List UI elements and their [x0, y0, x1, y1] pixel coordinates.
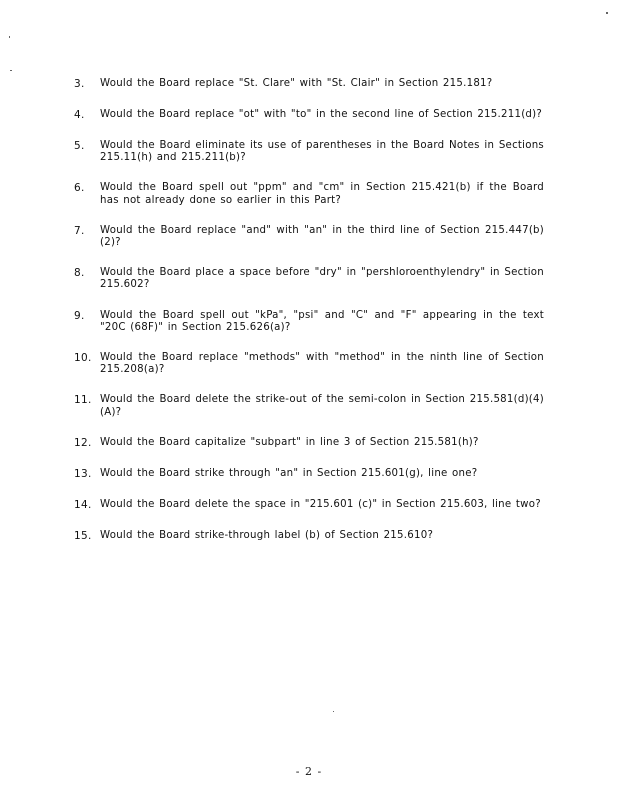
question-number: 3. [74, 78, 85, 90]
question-item [74, 109, 544, 122]
question-item [74, 140, 544, 164]
question-number: 13. [74, 467, 92, 480]
question-text: Would the Board replace "ot" with "to" in the second line of Section 215.211(d)? [100, 109, 543, 120]
question-item [74, 78, 544, 91]
question-text: Would the Board place a space before "dry" in "pershloroenthylendry" in Section 215.602? [100, 267, 544, 291]
question-number: 6. [74, 182, 85, 195]
question-text: Would the Board replace "and" with "an" in the third line of Section 215.447(b)(2)? [100, 224, 544, 249]
question-text: Would the Board strike through "an" in Section 215.601(g), line one? [100, 467, 478, 479]
question-number: 5. [74, 140, 85, 152]
question-text: Would the Board replace "St. Clare" with "St. Clair" in Section 215.181? [100, 78, 493, 89]
question-text: Would the Board delete the strike-out of the semi-colon in Section 215.581(d)(4)(A)? [100, 394, 544, 418]
question-number: 15. [74, 529, 92, 542]
question-number: 10. [74, 352, 92, 365]
question-item [74, 468, 544, 481]
question-list [74, 78, 544, 561]
page-number: - 2 - [295, 765, 323, 778]
question-text: Would the Board replace "methods" with "method" in the ninth line of Section 215.208(a)? [100, 352, 544, 376]
question-text: Would the Board delete the space in "215.601 (c)" in Section 215.603, line two? [100, 498, 541, 510]
question-item [74, 352, 544, 376]
question-item [74, 530, 544, 543]
question-item [74, 394, 544, 418]
question-item [74, 225, 544, 249]
question-text: Would the Board eliminate its use of parentheses in the Board Notes in Sections 215.11(h) and 215.211(b)? [100, 140, 544, 164]
question-number: 8. [74, 267, 85, 280]
question-number: 11. [74, 394, 92, 407]
question-item [74, 182, 544, 206]
question-number: 7. [74, 224, 85, 237]
question-item [74, 499, 544, 512]
question-number: 9. [74, 309, 85, 322]
scan-speck [333, 711, 334, 712]
scan-speck [9, 36, 10, 38]
question-number: 14. [74, 498, 92, 511]
question-item [74, 437, 544, 450]
scan-speck [10, 70, 12, 71]
question-number: 12. [74, 436, 92, 449]
question-item [74, 310, 544, 334]
question-text: Would the Board spell out "kPa", "psi" and "C" and "F" appearing in the text "20C (68F)" in Section 215.626(a)? [100, 309, 544, 333]
question-text: Would the Board capitalize "subpart" in line 3 of Section 215.581(h)? [100, 436, 479, 448]
question-text: Would the Board spell out "ppm" and "cm" in Section 215.421(b) if the Board has not already done so earlier in this Part? [100, 182, 544, 206]
question-text: Would the Board strike-through label (b) of Section 215.610? [100, 529, 434, 541]
question-number: 4. [74, 109, 85, 121]
scan-speck [606, 12, 608, 14]
question-item [74, 267, 544, 291]
